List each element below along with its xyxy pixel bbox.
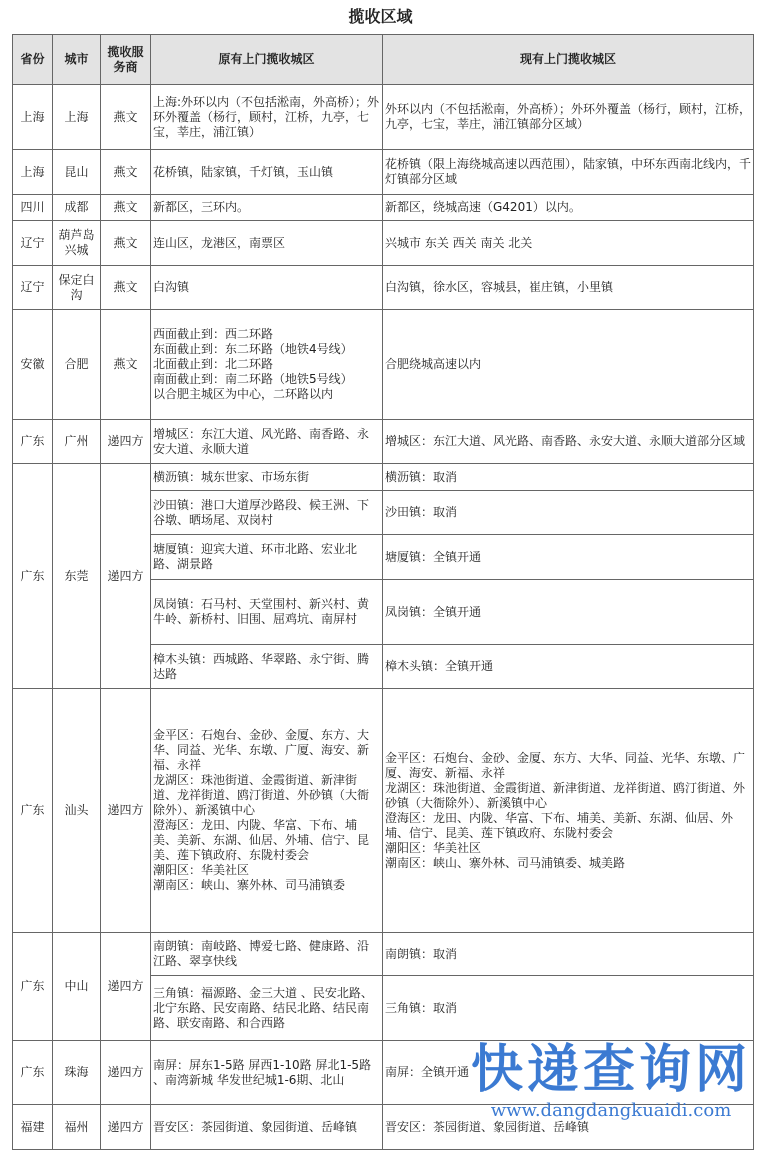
- province-cell: 安徽: [13, 310, 53, 420]
- table-row: [13, 150, 754, 195]
- city-cell: 合肥: [53, 310, 101, 420]
- province-cell: 广东: [13, 933, 53, 1041]
- header-city: 城市: [53, 35, 101, 85]
- province-cell: 广东: [13, 689, 53, 933]
- original-area-cell: 增城区：东江大道、风光路、南香路、永安大道、永顺大道: [151, 420, 383, 464]
- table-body: [13, 85, 754, 1150]
- current-area-cell: 晋安区：茶园街道、象园街道、岳峰镇: [383, 1105, 754, 1150]
- current-area-cell: 外环以内（不包括淞南，外高桥）；外环外覆盖（杨行，顾村，江桥，九亭，七宝，莘庄，浦江镇部分区域）: [383, 85, 754, 150]
- original-area-cell: 樟木头镇：西城路、华翠路、永宁街、腾达路: [151, 645, 383, 689]
- current-area-cell: 三角镇：取消: [383, 976, 754, 1041]
- province-cell: 四川: [13, 195, 53, 221]
- original-area-cell: 金平区：石炮台、金砂、金厦、东方、大华、同益、光华、东墩、广厦、海安、新福、永祥 龙湖区：珠池街道、金霞街道、新津街道、龙祥街道、鸥汀街道、外砂镇（大衙除外）、新溪镇中心 澄海区：龙田、内陇、华富、下布、埔美、美新、东湖、仙居、外埔、信宁、昆美、莲下镇政府、东陇村委会 潮阳区：华美社区 潮南区：峡山、寨外林、司马浦镇委: [151, 689, 383, 933]
- city-cell: 东莞: [53, 464, 101, 689]
- original-area-cell: 南屏：屏东1-5路 屏西1-10路 屏北1-5路 、南湾新城 华发世纪城1-6期、北山: [151, 1041, 383, 1105]
- header-current-area: 现有上门揽收城区: [383, 35, 754, 85]
- page-title: 揽收区域: [348, 7, 413, 26]
- current-area-cell: 白沟镇，徐水区，容城县，崔庄镇，小里镇: [383, 266, 754, 310]
- original-area-cell: 花桥镇，陆家镇，千灯镇，玉山镇: [151, 150, 383, 195]
- table-row: [13, 420, 754, 464]
- watermark-url: www.dangdangkuaidi.com: [490, 1100, 732, 1121]
- province-cell: 广东: [13, 420, 53, 464]
- current-area-cell: 沙田镇：取消: [383, 491, 754, 535]
- current-area-cell: 花桥镇（限上海绕城高速以西范围），陆家镇，中环东西南北线内，千灯镇部分区域: [383, 150, 754, 195]
- original-area-cell: 南朗镇：南岐路、博爱七路、健康路、沿江路、翠享快线: [151, 933, 383, 976]
- current-area-cell: 新都区，绕城高速（G4201）以内。: [383, 195, 754, 221]
- original-area-cell: 凤岗镇：石马村、天堂围村、新兴村、黄牛岭、新桥村、旧围、屈鸡坑、南屏村: [151, 580, 383, 645]
- table-row: [13, 266, 754, 310]
- provider-cell: 递四方: [101, 933, 151, 1041]
- province-cell: 辽宁: [13, 266, 53, 310]
- province-cell: 广东: [13, 464, 53, 689]
- original-area-cell: 横沥镇：城东世家、市场东街: [151, 464, 383, 491]
- table-row: [13, 1105, 754, 1150]
- table-row: [13, 689, 754, 933]
- current-area-cell: 南屏：全镇开通: [383, 1041, 754, 1105]
- city-cell: 中山: [53, 933, 101, 1041]
- region-table: [12, 34, 754, 1150]
- original-area-cell: 三角镇：福源路、金三大道 、民安北路、北宁东路、民安南路、结民北路、结民南路、联安南路、和合西路: [151, 976, 383, 1041]
- city-cell: 成都: [53, 195, 101, 221]
- table-row: [13, 1041, 754, 1105]
- header-province: 省份: [13, 35, 53, 85]
- header-original-area: 原有上门揽收城区: [151, 35, 383, 85]
- header-provider: 揽收服务商: [101, 35, 151, 85]
- watermark-brand: 快递查询网: [470, 1040, 751, 1100]
- table-row: [13, 933, 754, 976]
- province-cell: 广东: [13, 1041, 53, 1105]
- original-area-cell: 上海:外环以内（不包括淞南，外高桥）；外环外覆盖（杨行，顾村，江桥，九亭，七宝，莘庄，浦江镇）: [151, 85, 383, 150]
- current-area-cell: 金平区：石炮台、金砂、金厦、东方、大华、同益、光华、东墩、广厦、海安、新福、永祥 龙湖区：珠池街道、金霞街道、新津街道、龙祥街道、鸥汀街道、外砂镇（大衙除外）、新溪镇中心 澄海区：龙田、内陇、华富、下布、埔美、美新、东湖、仙居、外埔、信宁、昆美、莲下镇政府、东陇村委会 潮阳区：华美社区 潮南区：峡山、寨外林、司马浦镇委、城美路: [383, 689, 754, 933]
- provider-cell: 递四方: [101, 1041, 151, 1105]
- original-area-cell: 沙田镇：港口大道厚沙路段、候王洲、下谷墩、晒场尾、双岗村: [151, 491, 383, 535]
- provider-cell: 燕文: [101, 310, 151, 420]
- province-cell: 辽宁: [13, 221, 53, 266]
- original-area-cell: 新都区，三环内。: [151, 195, 383, 221]
- provider-cell: 燕文: [101, 221, 151, 266]
- current-area-cell: 樟木头镇：全镇开通: [383, 645, 754, 689]
- original-area-cell: 塘厦镇：迎宾大道、环市北路、宏业北路、湖景路: [151, 535, 383, 580]
- original-area-cell: 西面截止到：西二环路 东面截止到：东二环路（地铁4号线） 北面截止到：北二环路 南面截止到：南二环路（地铁5号线） 以合肥主城区为中心，二环路以内: [151, 310, 383, 420]
- province-cell: 上海: [13, 150, 53, 195]
- current-area-cell: 合肥绕城高速以内: [383, 310, 754, 420]
- provider-cell: 递四方: [101, 1105, 151, 1150]
- city-cell: 上海: [53, 85, 101, 150]
- city-cell: 保定白沟: [53, 266, 101, 310]
- current-area-cell: 增城区：东江大道、风光路、南香路、永安大道、永顺大道部分区域: [383, 420, 754, 464]
- original-area-cell: 晋安区：茶园街道、象园街道、岳峰镇: [151, 1105, 383, 1150]
- current-area-cell: 南朗镇：取消: [383, 933, 754, 976]
- current-area-cell: 凤岗镇：全镇开通: [383, 580, 754, 645]
- current-area-cell: 横沥镇：取消: [383, 464, 754, 491]
- current-area-cell: 兴城市 东关 西关 南关 北关: [383, 221, 754, 266]
- provider-cell: 燕文: [101, 85, 151, 150]
- provider-cell: 递四方: [101, 464, 151, 689]
- current-area-cell: 塘厦镇：全镇开通: [383, 535, 754, 580]
- table-row: [13, 310, 754, 420]
- province-cell: 福建: [13, 1105, 53, 1150]
- city-cell: 福州: [53, 1105, 101, 1150]
- table-row: [13, 221, 754, 266]
- provider-cell: 燕文: [101, 195, 151, 221]
- table-row: [13, 464, 754, 491]
- city-cell: 葫芦岛兴城: [53, 221, 101, 266]
- provider-cell: 递四方: [101, 689, 151, 933]
- province-cell: 上海: [13, 85, 53, 150]
- table-row: [13, 195, 754, 221]
- header-row: [13, 35, 754, 85]
- table-row: [13, 85, 754, 150]
- provider-cell: 燕文: [101, 266, 151, 310]
- provider-cell: 燕文: [101, 150, 151, 195]
- provider-cell: 递四方: [101, 420, 151, 464]
- city-cell: 昆山: [53, 150, 101, 195]
- city-cell: 汕头: [53, 689, 101, 933]
- city-cell: 珠海: [53, 1041, 101, 1105]
- city-cell: 广州: [53, 420, 101, 464]
- original-area-cell: 连山区，龙港区，南票区: [151, 221, 383, 266]
- original-area-cell: 白沟镇: [151, 266, 383, 310]
